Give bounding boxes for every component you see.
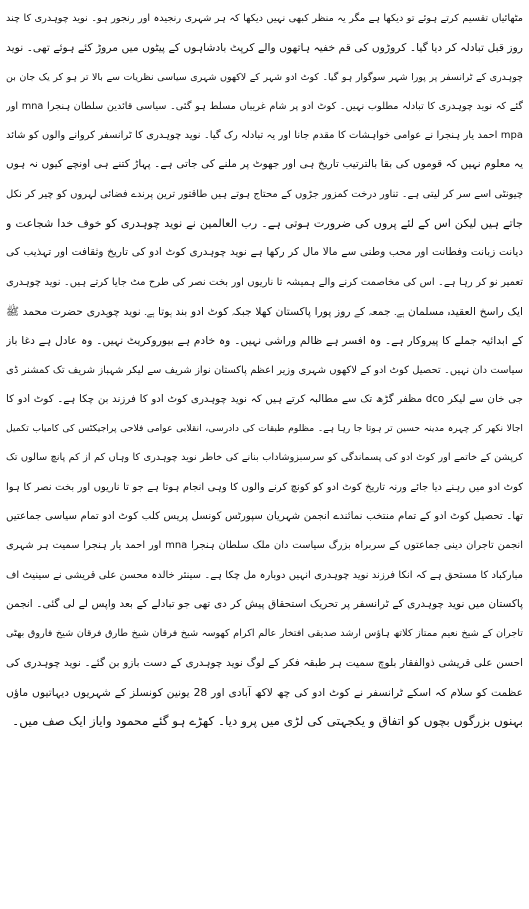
article-line: عظمت کو سلام کہ اسکے ٹرانسفر نے کوٹ ادو کی چھ لاکھ آبادی اور 28 یونین کونسلز کے شہریوں دیہاتیوں ماؤں: [6, 685, 523, 699]
article-line: mpa احمد یار ہنجرا نے عوامی خواہشات کا مقدم جانا اور یہ تبادلہ رک گیا۔ نوید چوہدری کا ٹرانسفر کروانے والوں کو شائد: [6, 130, 523, 142]
article-line: بہنوں بزرگوں بچوں کو اتفاق و یکجہتی کی لڑی میں پرو دیا۔ کھڑے ہو گئے محمود وایاز ایک صف میں۔: [12, 714, 523, 729]
article-line: مٹھائیاں تقسیم کرتے ہوئے تو دیکھا ہے مگر یہ منظر کبھی نہیں دیکھا کہ ہر شہری رنجیدہ اور رنجور ہو۔ نوید چوہدری کا چند: [6, 13, 523, 24]
article-line: گئے کہ نوید چوہدری کا تبادلہ مطلوب نہیں۔ کوٹ ادو پر شام غریباں مسلط ہو گئی۔ سیاسی قائدین سلطان ہنجرا mna اور: [6, 100, 523, 112]
article-line: دیانت زبانت وفطانت اور محب وطنی سے مالا مال کر رکھا ہے نوید چوہدری کوٹ ادو کی تاریخ وثقافت اور تہذیب کی: [6, 246, 523, 259]
article-line: کرپشن کے خاتمے اور کوٹ ادو کی پسماندگی کو سرسبزوشاداب بنانے کی خاطر نوید چوہدری کا وہاں کم از کم پانچ سالوں تک: [6, 452, 523, 464]
article-line: تھا۔ تحصیل کوٹ ادو کے تمام منتخب نمائندے انجمن شہریان سپورٹس کونسل پریس کلب کوٹ ادو تمام سیاسی جماعتیں: [6, 510, 523, 523]
article-line: جاتے ہیں لیکن اس کے لئے پروں کی ضرورت ہوتی ہے۔ رب العالمین نے نوید چوہدری کو خوف خدا شجاعت و: [6, 217, 523, 231]
article-line: کے ابدائیہ جملے کا پیروکار ہے۔ وہ افسر ہے ظالم وراشی نہیں۔ وہ خادم ہے بیوروکریٹ نہیں۔ وہ عادل ہے دغا باز: [6, 334, 523, 348]
article-line: تاجران کے شیخ نعیم ممتاز کلاتھ ہاؤس ارشد صدیقی افتخار عالم اکرام کھوسہ شیخ فرقان شیخ طارق فرقان شیخ فاروق بھٹی: [6, 628, 523, 640]
article-line: روز قبل تبادلہ کر دیا گیا۔ کروڑوں کی قم خفیہ ہاتھوں والے کرپٹ بادشاہوں کے پیٹوں میں مروڑ کئے ہوئے تھی۔ نوید: [6, 41, 523, 55]
article-line: تعمیر نو کر رہا ہے۔ اس کی مخاصمت کرنے والے ہمیشہ تا ناریوں اور بخت نصر کی طرح مٹ جایا کرتے ہیں۔ نوید چوہدری: [6, 276, 523, 288]
article-line: چوہدری کے ٹرانسفر پر پورا شہر سوگوار ہو گیا۔ کوٹ ادو شہر کے لاکھوں شہری سیاسی نظریات سے بالا تر ہو کر یک جان بن: [6, 71, 523, 83]
article-line: مبارکباد کا مستحق ہے کہ انکا فرزند نوید چوہدری انہیں دوبارہ مل چکا ہے۔ سینئر خالدہ محسن علی قریشی نے سینیٹ اف: [6, 569, 523, 581]
article-line: چیونٹی اسے سر کر لیتی ہے۔ تناور درخت کمزور جڑوں کے محتاج ہوتے ہیں طاقتور ترین پرندے فضائی لہروں کو چیر کر نکل: [6, 188, 523, 200]
article-line: پاکستان میں نوید چوہدری کے ٹرانسفر پر تحریک استحقاق پیش کر دی تھی جو تبادلے کے بعد واپس لے لی گئی۔ انجمن: [6, 597, 523, 610]
article-line: احسن علی قریشی ذوالفقار بلوچ سمیت ہر طبقہ فکر کے لوگ نوید چوہدری کے دست بازو بن گئے۔ نوید چوہدری کی: [6, 656, 523, 669]
article-line: ایک راسخ العقیدہ مسلمان ہے۔ جمعہ کے روز پورا پاکستان کھلا جبکہ کوٹ ادو بند ہوتا ہے۔ نوید چوہدری حضرت محمد ﷺ: [6, 304, 523, 318]
article-line: اجالا نکھر کر چہرہ مدینہ حسین تر ہوتا جا رہا ہے۔ مظلوم طبقات کی دادرسی، انقلابی عوامی فلاحی پراجیکٹس کی کامیاب تکمیل: [6, 423, 523, 435]
article-line: انجمن تاجران دینی جماعتوں کے سربراہ بزرگ سیاست دان ملک سلطان ہنجرا mna اور احمد یار ہنجرا سمیت ہر شہری: [6, 540, 523, 552]
article-line: جی خان سے لیکر dco مظفر گڑھ تک سے مطالبہ کرتے ہیں کہ نوید چوہدری کوٹ ادو کا فرزند بن چکا ہے۔ کوٹ ادو کا: [6, 392, 523, 405]
article-line: یہ معلوم نہیں کہ قوموں کی بقا بالترتیب تاریخ ہی اور جھوٹ پر ملنے کی جاتی ہے۔ پہاڑ کتنے ہی اونچے کیوں نہ ہوں: [6, 158, 523, 171]
article-line: سیاست دان نہیں۔ تحصیل کوٹ ادو کے لاکھوں شہری وزیر اعظم پاکستان نواز شریف سے لیکر شہباز شریف تک کمشنر ڈی: [6, 364, 523, 376]
article-line: کوٹ ادو میں رہنے دیا جائے ورنہ تاریخ کوٹ ادو کو کونچ کرنے والوں کا وہی انجام ہوتا ہے جو تا ناریوں اور بخت نصر کا ہوا: [6, 481, 523, 493]
